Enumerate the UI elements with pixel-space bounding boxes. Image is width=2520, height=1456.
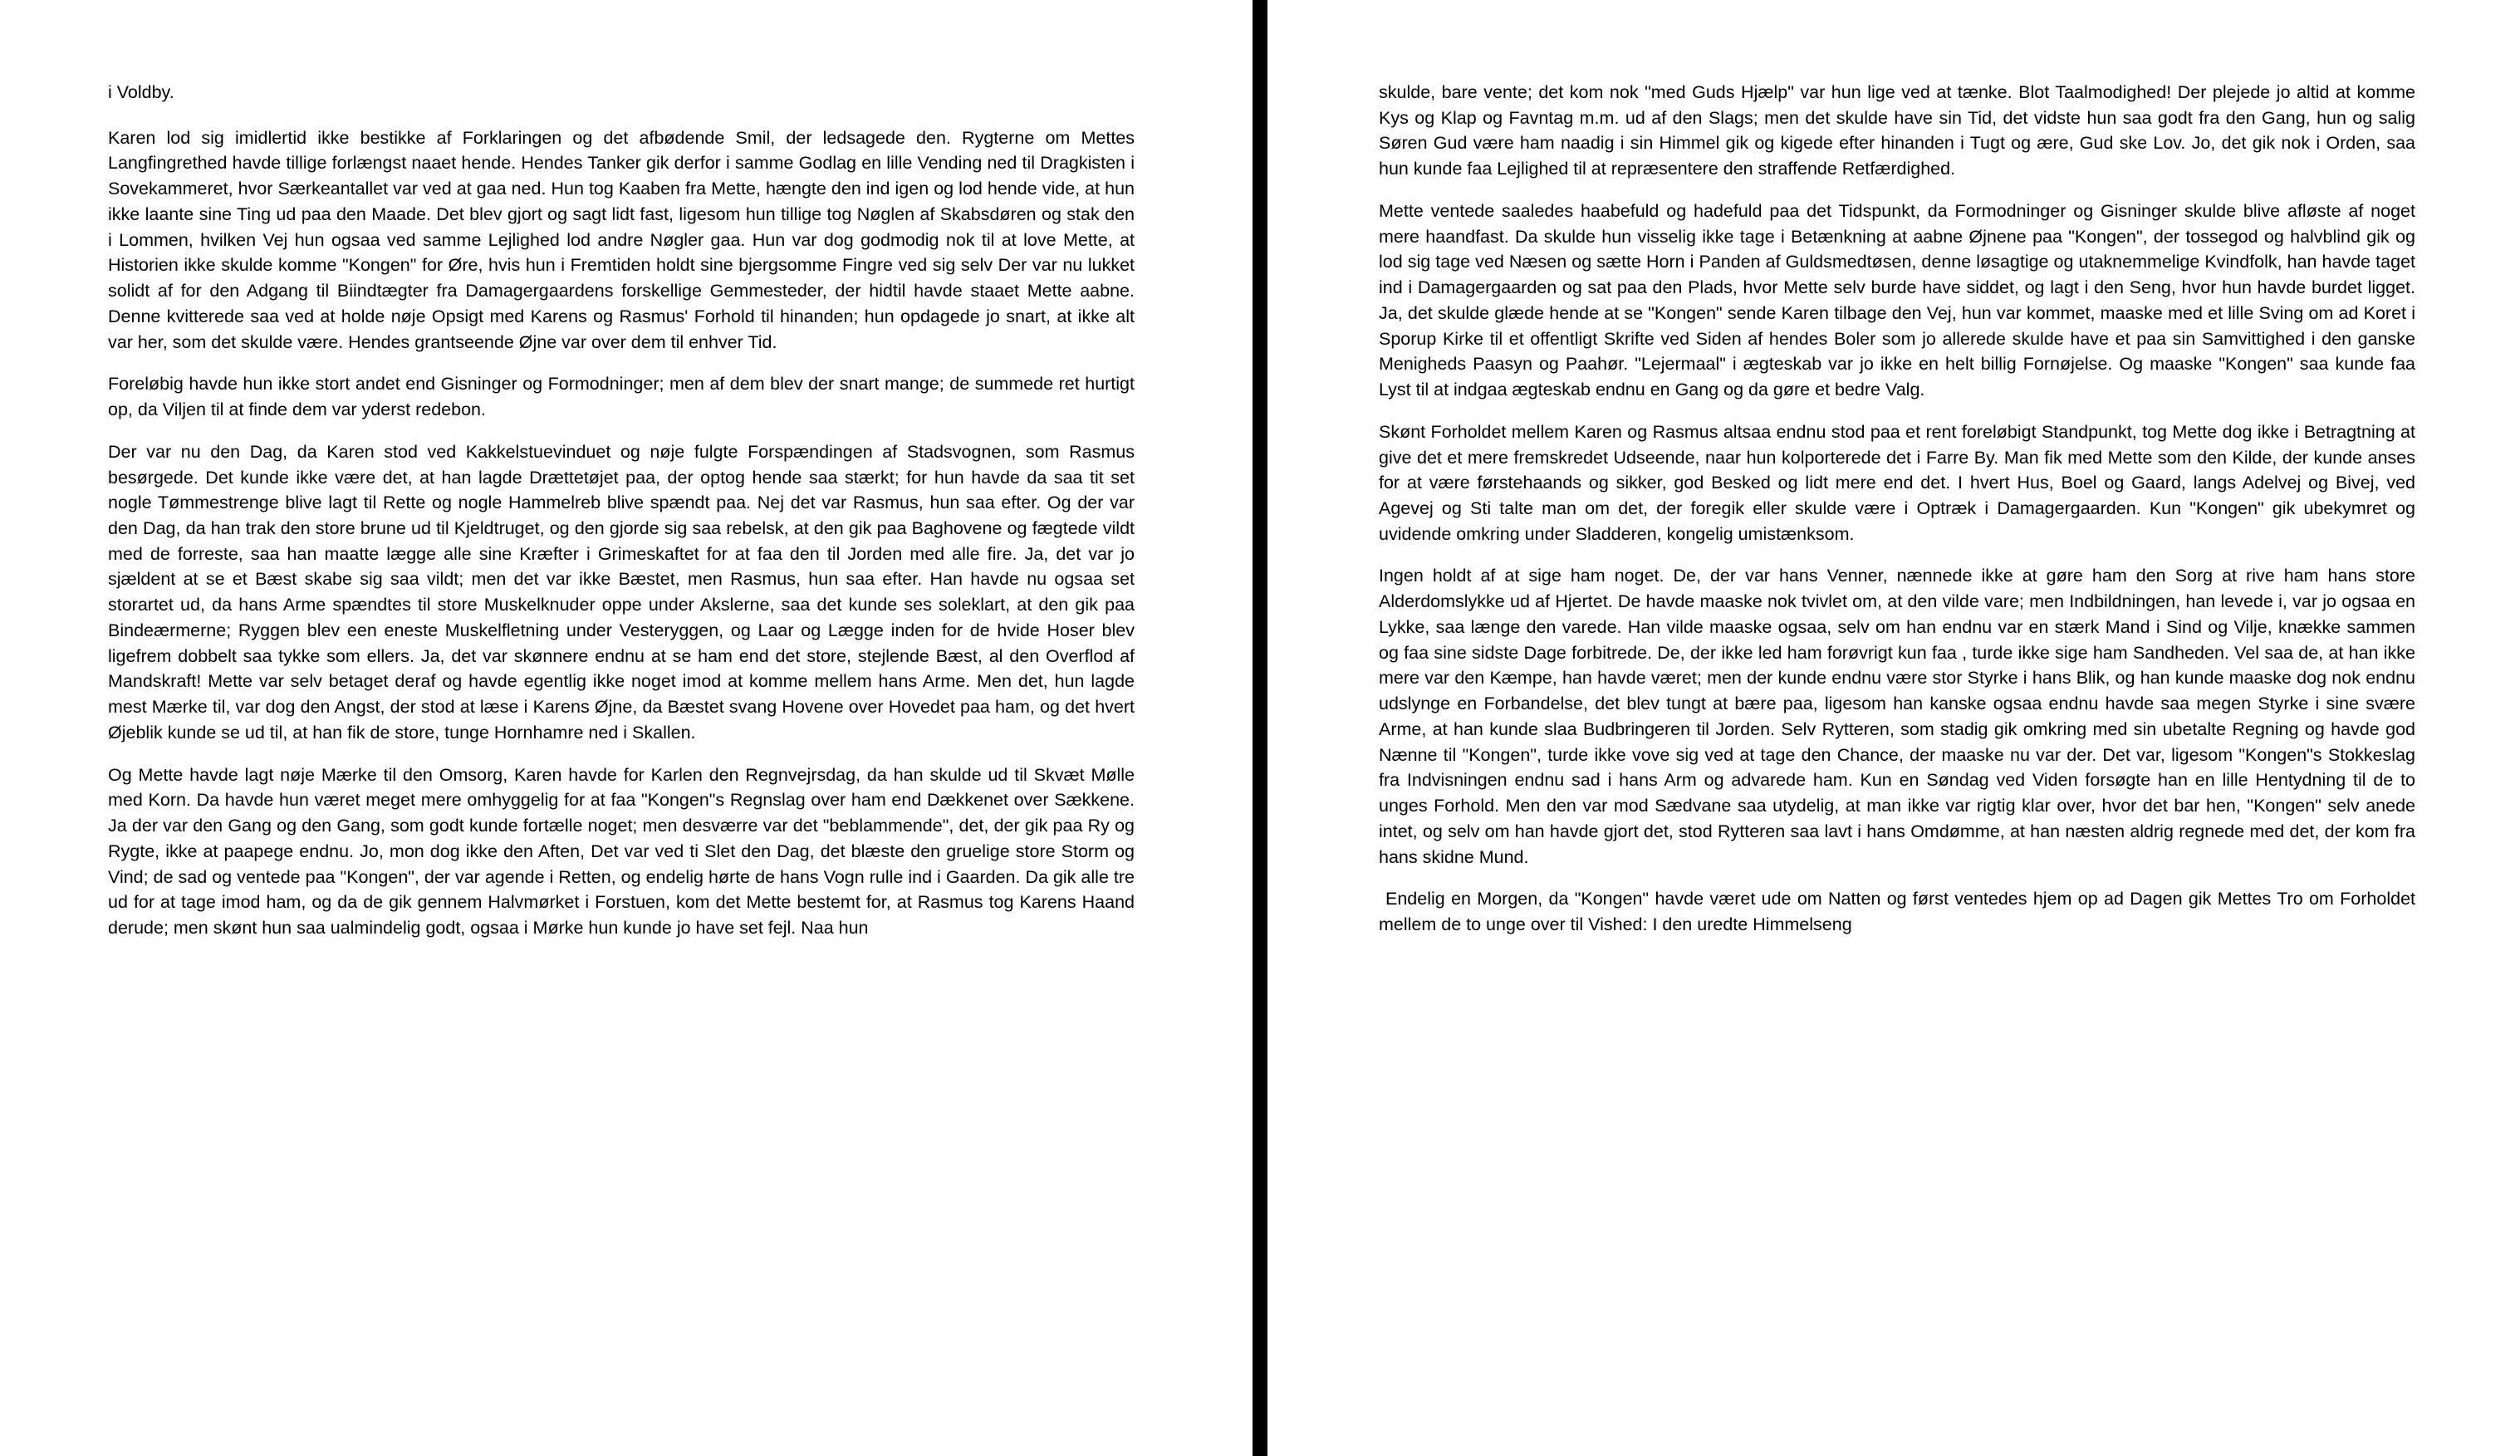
page-left-text-column [18,18,1234,1438]
paragraph: Der var nu den Dag, da Karen stod ved Kakkelstuevinduet og nøje fulgte Forspændingen af Stadsvognen, som Rasmus besørgede. Det kunde ikke være det, at han lagde Drættetøjet paa, der optog hende saa stærkt; for hun havde da saa tit set nogle Tømmestrenge blive lagt til Rette og nogle Hammelreb blive spændt paa. Nej det var Rasmus, hun saa efter. Og der var den Dag, da han trak den store brune ud til Kjeldtruget, og den gjorde sig saa rebelsk, at den gik paa Baghovene og fægtede vildt med de forreste, saa han maatte lægge alle sine Kræfter i Grimeskaftet for at faa den til Jorden med alle fire. Ja, det var jo sjældent at se et Bæst skabe sig saa vildt; men det var ikke Bæstet, men Rasmus, hun saa efter. Han havde nu ogsaa set storartet ud, da hans Arme spændtes til store Muskelknuder oppe under Akslerne, saa det kunde ses soleklart, at den gik paa Bindeærmerne; Ryggen blev een eneste Muskelfletning under Vesteryggen, og Laar og Lægge inden for de hvide Hoser blev ligefrem dobbelt saa tykke som ellers. Ja, det var skønnere endnu at se ham end det store, stejlende Bæst, al den Overflod af Mandskraft! Mette var selv betaget deraf og havde egentlig ikke noget imod at komme mellem hans Arme. Men det, hun lagde mest Mærke til, var dog den Angst, der stod at læse i Karens Øjne, da Bæstet svang Hovene over Hovedet paa ham, og det hvert Øjeblik kunde se ud til, at han fik de store, tunge Hornhamre ned i Skallen. [108,441,1135,743]
paragraph: Endelig en Morgen, da "Kongen" havde været ude om Natten og først ventedes hjem op ad Dagen gik Mettes Tro om Forholdet mellem de to unge over til Vished: I den uredte Himmelseng [1379,889,2415,935]
page-right [1267,0,2520,1456]
paragraph: Mette ventede saaledes haabefuld og hadefuld paa det Tidspunkt, da Formodninger og Gisninger skulde blive afløste af noget mere haandfast. Da skulde hun visselig ikke tage i Betænkning at aabne Øjnene paa "Kongen", der tossegod og halvblind gik og lod sig tage ved Næsen og sætte Horn i Panden af Guldsmedtøsen, denne løsagtige og utaknemmelige Kvindfolk, han havde taget ind i Damagergaarden og sat paa den Plads, hvor Mette selv burde have siddet, og lagt i den Seng, hvor hun havde burdet ligget. Ja, det skulde glæde hende at se "Kongen" sende Karen tilbage den Vej, hun var kommet, maaske med et lille Sving om ad Koret i Sporup Kirke til et offentligt Skrifte ved Siden af hendes Boler som jo allerede skulde have et paa sin Samvittighed i den ganske Menigheds Paasyn og Paahør. "Lejermaal" i ægteskab var jo ikke en helt billig Fornøjelse. Og maaske "Kongen" saa kunde faa Lyst til at indgaa ægteskab endnu en Gang og da gøre et bedre Valg. [1379,200,2415,400]
paragraph: Karen lod sig imidlertid ikke bestikke af Forklaringen og det afbødende Smil, der ledsagede den. Rygterne om Mettes Langfingrethed havde tillige forlængst naaet hende. Hendes Tanker gik derfor i samme Godlag en lille Vending ned til Dragkisten i Sovekammeret, hvor Særkeantallet var ved at gaa ned. Hun tog Kaaben fra Mette, hængte den ind igen og lod hende vide, at hun ikke laante sine Ting ud paa den Maade. Det blev gjort og sagt lidt fast, ligesom hun tillige tog Nøglen af Skabsdøren og stak den i Lommen, hvilken Vej hun ogsaa ved samme Lejlighed lod andre Nøgler gaa. Hun var dog godmodig nok til at love Mette, at Historien ikke skulde komme "Kongen" for Øre, hvis hun i Fremtiden holdt sine bjergsomme Fingre ved sig selv Der var nu lukket solidt af for den Adgang til Biindtægter fra Damagergaardens forskellige Gemmesteder, der hidtil havde staaet Mette aabne. Denne kvitterede saa ved at holde nøje Opsigt med Karens og Rasmus' Forhold til hinanden; hun opdagede jo snart, at ikke alt var her, som det skulde være. Hendes grantseende Øjne var over dem til enhver Tid. [108,127,1135,352]
paragraph: skulde, bare vente; det kom nok "med Guds Hjælp" var hun lige ved at tænke. Blot Taalmodighed! Der plejede jo altid at komme Kys og Klap og Favntag m.m. ud af den Slags; men det skulde have sin Tid, det vidste hun saa godt fra den Gang, hun og salig Søren Gud være ham naadig i sin Himmel gik og kigede efter hinanden i Tugt og ære, Gud ske Lov. Jo, det gik nok i Orden, saa hun kunde faa Lejlighed til at repræsentere den straffende Retfærdighed. [1379,82,2415,179]
paragraph: Og Mette havde lagt nøje Mærke til den Omsorg, Karen havde for Karlen den Regnvejrsdag, da han skulde ud til Skvæt Mølle med Korn. Da havde hun været meget mere omhyggelig for at faa "Kongen"s Regnslag over ham end Dækkenet over Sækkene. Ja der var den Gang og den Gang, som godt kunde fortælle noget; men desværre var det "beblammende", det, der gik paa Ry og Rygte, ikke at paapege endnu. Jo, mon dog ikke den Aften, Det var ved ti Slet den Dag, det blæste den gruelige store Storm og Vind; de sad og ventede paa "Kongen", der var agende i Retten, og endelig hørte de hans Vogn rulle ind i Gaarden. Da gik alle tre ud for at tage imod ham, og da de gik gennem Halvmørket i Forstuen, kom det Mette bestemt for, at Rasmus tog Karens Haand derude; men skønt hun saa ualmindelig godt, ogsaa i Mørke hun kunde jo have set fejl. Naa hun [108,764,1135,939]
paragraph: i Voldby. [108,82,174,102]
paragraph: Skønt Forholdet mellem Karen og Rasmus altsaa endnu stod paa et rent foreløbigt Standpunkt, tog Mette dog ikke i Betragtning at give det et mere fremskredet Udseende, naar hun kolporterede det i Farre By. Man fik med Mette som den Kilde, der kunde anses for at være førstehaands og sikker, god Besked og lidt mere end det. I hvert Hus, Boel og Gaard, langs Adelvej og Bivej, ved Agevej og Sti talte man om det, der foregik eller skulde være i Optræk i Damagergaarden. Kun "Kongen" gik ubekymret og uvidende omkring under Sladderen, kongelig umistænksom. [1379,421,2415,544]
page-left [0,0,1253,1456]
page-right-text-column [1286,18,2502,1438]
paragraph: Ingen holdt af at sige ham noget. De, der var hans Venner, nænnede ikke at gøre ham den Sorg at rive ham hans store Alderdomslykke ud af Hjertet. De havde maaske nok tvivlet om, at den vilde vare; men Indbildningen, han levede i, var jo ogsaa en Lykke, saa længe den varede. Han vilde maaske ogsaa, selv om han endnu var en stærk Mand i Sind og Vilje, knække sammen og faa sine sidste Dage forbitrede. De, der ikke led ham forøvrigt kun faa , turde ikke sige ham Sandheden. Vel saa de, at han ikke mere var den Kæmpe, han havde været; men der kunde endnu være stor Styrke i hans Blik, og han kunde maaske dog nok endnu udslynge en Forbandelse, det blev tungt at bære paa, ligesom han kanske ogsaa endnu havde saa megen Styrke i sine svære Arme, at han kunde slaa Budbringeren til Jorden. Selv Rytteren, som stadig gik omkring med sin ubetalte Regning og havde god Nænne til "Kongen", turde ikke vove sig ved at tage den Chance, der maaske nu var der. Det var, ligesom "Kongen"s Stokkeslag fra Indvisningen endnu sad i hans Arm og advarede ham. Kun en Søndag ved Viden forsøgte han en lille Hentydning til de to unges Forhold. Men den var mod Sædvane saa utydelig, at man ikke var rigtig klar over, hvor det bar hen, "Kongen" selv anede intet, og selv om han havde gjort det, stod Rytteren saa lavt i hans Omdømme, at han næsten aldrig regnede med det, der kom fra hans skidne Mund. [1379,566,2415,867]
paragraph: Foreløbig havde hun ikke stort andet end Gisninger og Formodninger; men af dem blev der snart mange; de summede ret hurtigt op, da Viljen til at finde dem var yderst redebon. [108,374,1135,420]
